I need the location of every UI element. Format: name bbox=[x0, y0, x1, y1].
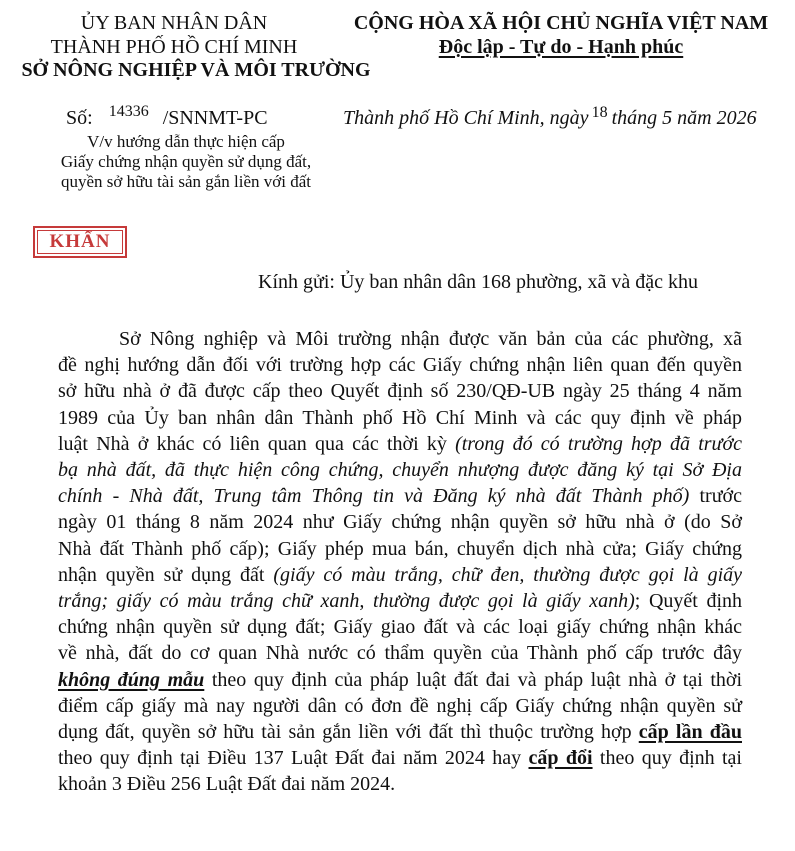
body-emphasis: không đúng mẫu bbox=[58, 668, 205, 691]
body-text: dụng đất, quyền sở hữu tài sản gắn liền với đất thì thuộc trường hợp bbox=[58, 721, 639, 743]
national-motto-text: Độc lập - Tự do - Hạnh phúc bbox=[438, 36, 684, 58]
body-text: sở hữu nhà ở đã được cấp theo Quyết định số 230/QĐ-UB ngày 25 tháng 4 năm bbox=[58, 380, 742, 403]
body-text: ; Quyết định bbox=[634, 590, 742, 612]
document-number-suffix: /SNNMT-PC bbox=[162, 107, 268, 129]
issuer-line-2: THÀNH PHỐ HỒ CHÍ MINH bbox=[50, 36, 298, 58]
body-line bbox=[58, 640, 742, 666]
body-text: theo quy định tại bbox=[592, 747, 742, 770]
body-emphasis: (trong đó có trường hợp đã trước bbox=[455, 432, 742, 455]
body-text: nhận quyền sử dụng đất bbox=[58, 563, 274, 586]
body-emphasis: (giấy có màu trắng, chữ đen, thường được gọi là giấy bbox=[273, 563, 743, 586]
subject-line-3: quyền sở hữu tài sản gắn liền với đất bbox=[60, 172, 312, 191]
document-number-value: 14336 bbox=[108, 103, 149, 120]
recipient: Kính gửi: Ủy ban nhân dân 168 phường, xã và đặc khu bbox=[258, 271, 698, 293]
body-line bbox=[58, 431, 742, 457]
date-day: 18 bbox=[591, 104, 608, 121]
body-line bbox=[58, 536, 742, 562]
body-emphasis: chính - Nhà đất, Trung tâm Thông tin và Đăng ký nhà đất Thành phố) bbox=[58, 485, 690, 508]
body-text: trước bbox=[689, 485, 742, 508]
document-number-prefix: Số: bbox=[66, 107, 93, 129]
body-line bbox=[58, 378, 742, 404]
body-emphasis: cấp đổi bbox=[528, 747, 593, 770]
body-line bbox=[58, 352, 742, 378]
date-prefix: Thành phố Hồ Chí Minh, ngày bbox=[343, 107, 589, 129]
issuer-line-1: ỦY BAN NHÂN DÂN bbox=[80, 12, 268, 34]
subject-line-2: Giấy chứng nhận quyền sử dụng đất, bbox=[60, 152, 312, 171]
body-line bbox=[58, 745, 742, 771]
body-text: Nhà đất Thành phố cấp); Giấy phép mua bán, chuyển dịch nhà cửa; Giấy chứng bbox=[58, 537, 742, 560]
date-suffix: tháng 5 năm 2026 bbox=[611, 107, 757, 129]
national-title: CỘNG HÒA XÃ HỘI CHỦ NGHĨA VIỆT NAM bbox=[353, 12, 769, 34]
body-emphasis: trắng; giấy có màu trắng chữ xanh, thường được gọi là giấy xanh) bbox=[58, 590, 635, 612]
body-text: luật Nhà ở khác có liên quan qua các thời kỳ bbox=[58, 432, 456, 455]
body-text: điểm cấp giấy mà nay người dân có đơn đề nghị cấp Giấy chứng nhận quyền sử bbox=[58, 694, 742, 717]
body-text: khoản 3 Điều 256 Luật Đất đai năm 2024. bbox=[58, 773, 396, 796]
body-line bbox=[119, 326, 742, 352]
body-emphasis: bạ nhà đất, đã thực hiện công chứng, chuyển nhượng được đăng ký tại Sở Địa bbox=[58, 459, 742, 481]
body-text: đề nghị hướng dẫn đối với trường hợp các Giấy chứng nhận liên quan đến quyền bbox=[58, 354, 742, 377]
body-text: 1989 của Ủy ban nhân dân Thành phố Hồ Chí Minh và các quy định về pháp bbox=[58, 406, 742, 429]
document-number bbox=[66, 105, 268, 133]
body-line bbox=[58, 771, 742, 797]
body-line bbox=[58, 457, 742, 483]
urgent-stamp: KHẨN bbox=[33, 226, 127, 258]
body-text: về nhà, đất do cơ quan Nhà nước có thẩm quyền của Thành phố cấp trước đây bbox=[58, 642, 742, 665]
issuer-department: SỞ NÔNG NGHIỆP VÀ MÔI TRƯỜNG bbox=[21, 59, 371, 81]
body-emphasis: cấp lần đầu bbox=[638, 721, 742, 743]
body-text: theo quy định của pháp luật đất đai và pháp luật nhà ở tại thời bbox=[204, 668, 743, 691]
body-line bbox=[58, 588, 742, 614]
national-motto bbox=[346, 36, 776, 58]
body-text: Sở Nông nghiệp và Môi trường nhận được văn bản của các phường, xã bbox=[119, 328, 742, 350]
subject-line-1: V/v hướng dẫn thực hiện cấp bbox=[87, 132, 285, 151]
body-line bbox=[58, 405, 742, 431]
body-text: chứng nhận quyền sử dụng đất; Giấy giao đất và các loại giấy chứng nhận khác bbox=[58, 616, 742, 639]
body-line bbox=[58, 483, 742, 509]
body-line bbox=[58, 667, 742, 693]
body-text: theo quy định tại Điều 137 Luật Đất đai năm 2024 hay bbox=[58, 747, 529, 770]
document-date bbox=[343, 105, 757, 133]
body-line bbox=[58, 719, 742, 745]
body-line bbox=[58, 509, 742, 535]
body-line bbox=[58, 693, 742, 719]
body-text: ngày 01 tháng 8 năm 2024 như Giấy chứng nhận quyền sở hữu nhà ở (do Sở bbox=[58, 511, 742, 534]
body-line bbox=[58, 562, 742, 588]
body-line bbox=[58, 614, 742, 640]
